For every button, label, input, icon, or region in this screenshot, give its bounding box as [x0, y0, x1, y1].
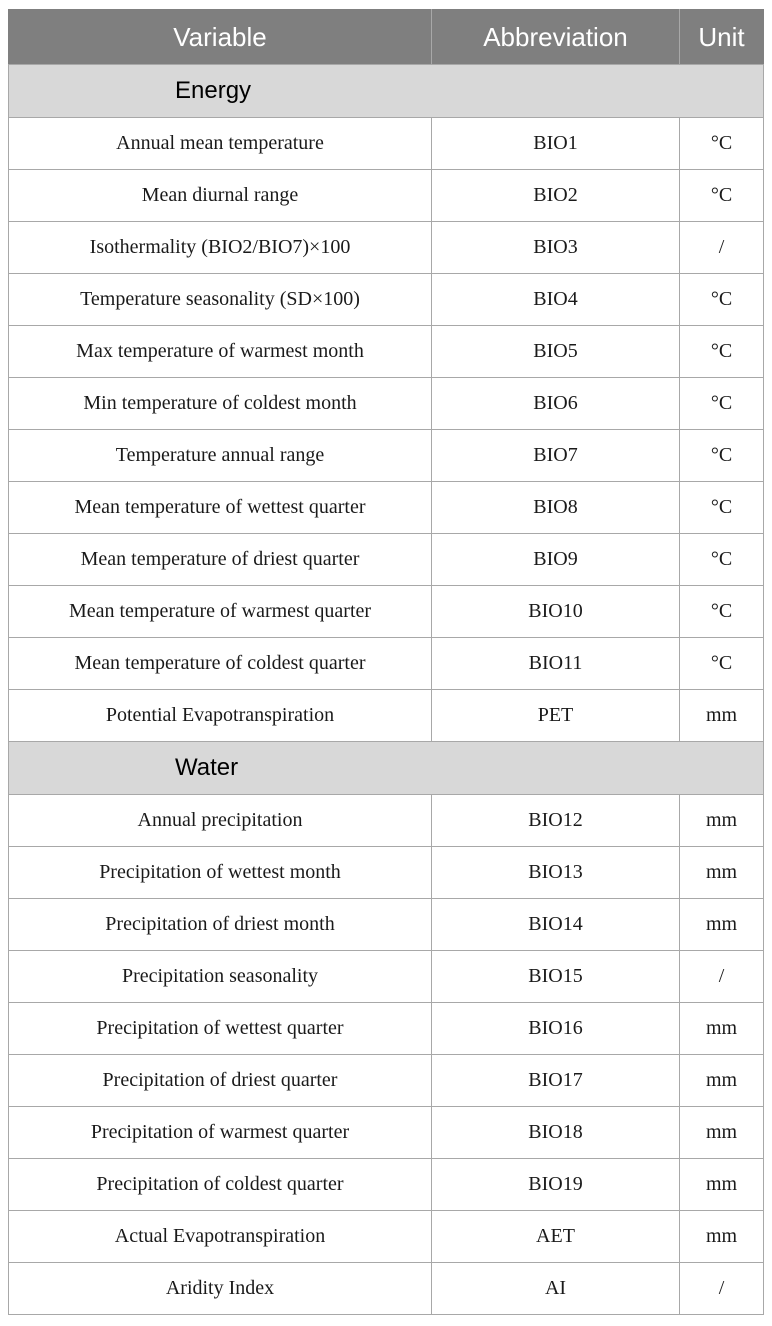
cell-variable: Potential Evapotranspiration [9, 690, 432, 742]
cell-unit: mm [680, 899, 764, 951]
cell-variable: Actual Evapotranspiration [9, 1211, 432, 1263]
cell-unit: °C [680, 326, 764, 378]
section-title: Energy [9, 65, 764, 118]
table-row [9, 430, 764, 482]
cell-abbreviation: BIO11 [432, 638, 680, 690]
cell-unit: °C [680, 118, 764, 170]
cell-variable: Mean temperature of coldest quarter [9, 638, 432, 690]
cell-unit: / [680, 951, 764, 1003]
cell-variable: Annual precipitation [9, 795, 432, 847]
cell-abbreviation: BIO6 [432, 378, 680, 430]
table-row [9, 1003, 764, 1055]
cell-unit: °C [680, 274, 764, 326]
cell-variable: Min temperature of coldest month [9, 378, 432, 430]
cell-variable: Precipitation of wettest quarter [9, 1003, 432, 1055]
cell-variable: Mean temperature of wettest quarter [9, 482, 432, 534]
cell-variable: Mean temperature of warmest quarter [9, 586, 432, 638]
table-row [9, 222, 764, 274]
cell-abbreviation: BIO4 [432, 274, 680, 326]
table-row [9, 847, 764, 899]
cell-unit: °C [680, 586, 764, 638]
cell-abbreviation: AET [432, 1211, 680, 1263]
cell-abbreviation: BIO15 [432, 951, 680, 1003]
table-row [9, 274, 764, 326]
cell-abbreviation: BIO3 [432, 222, 680, 274]
table-row [9, 170, 764, 222]
variables-table-container [8, 9, 763, 1315]
cell-abbreviation: AI [432, 1263, 680, 1315]
cell-variable: Precipitation of driest month [9, 899, 432, 951]
cell-variable: Precipitation seasonality [9, 951, 432, 1003]
cell-variable: Temperature seasonality (SD×100) [9, 274, 432, 326]
cell-variable: Mean diurnal range [9, 170, 432, 222]
cell-abbreviation: BIO9 [432, 534, 680, 586]
cell-unit: mm [680, 1107, 764, 1159]
table-row [9, 534, 764, 586]
cell-abbreviation: BIO2 [432, 170, 680, 222]
section-row-water [9, 742, 764, 795]
cell-unit: °C [680, 430, 764, 482]
table-body [9, 65, 764, 1315]
table-row [9, 1263, 764, 1315]
cell-unit: / [680, 222, 764, 274]
cell-variable: Precipitation of warmest quarter [9, 1107, 432, 1159]
table-row [9, 690, 764, 742]
cell-abbreviation: BIO8 [432, 482, 680, 534]
cell-abbreviation: BIO16 [432, 1003, 680, 1055]
header-row [9, 10, 764, 65]
table-row [9, 899, 764, 951]
cell-abbreviation: BIO12 [432, 795, 680, 847]
cell-variable: Mean temperature of driest quarter [9, 534, 432, 586]
table-row [9, 951, 764, 1003]
cell-abbreviation: PET [432, 690, 680, 742]
table-row [9, 482, 764, 534]
cell-unit: °C [680, 534, 764, 586]
cell-abbreviation: BIO18 [432, 1107, 680, 1159]
cell-unit: °C [680, 170, 764, 222]
cell-unit: mm [680, 1003, 764, 1055]
table-row [9, 1107, 764, 1159]
section-row-energy [9, 65, 764, 118]
table-row [9, 1055, 764, 1107]
cell-abbreviation: BIO1 [432, 118, 680, 170]
cell-unit: mm [680, 1159, 764, 1211]
cell-variable: Annual mean temperature [9, 118, 432, 170]
table-row [9, 586, 764, 638]
cell-unit: mm [680, 795, 764, 847]
cell-unit: °C [680, 638, 764, 690]
cell-abbreviation: BIO10 [432, 586, 680, 638]
cell-abbreviation: BIO7 [432, 430, 680, 482]
cell-unit: mm [680, 1211, 764, 1263]
section-title: Water [9, 742, 764, 795]
cell-variable: Precipitation of coldest quarter [9, 1159, 432, 1211]
table-row [9, 1159, 764, 1211]
cell-variable: Aridity Index [9, 1263, 432, 1315]
cell-variable: Precipitation of driest quarter [9, 1055, 432, 1107]
cell-unit: / [680, 1263, 764, 1315]
table-row [9, 118, 764, 170]
cell-unit: mm [680, 1055, 764, 1107]
header-abbreviation: Abbreviation [432, 10, 680, 65]
cell-abbreviation: BIO13 [432, 847, 680, 899]
table-row [9, 638, 764, 690]
variables-table [8, 9, 764, 1315]
cell-variable: Temperature annual range [9, 430, 432, 482]
cell-variable: Isothermality (BIO2/BIO7)×100 [9, 222, 432, 274]
table-header [9, 10, 764, 65]
cell-variable: Max temperature of warmest month [9, 326, 432, 378]
cell-unit: mm [680, 847, 764, 899]
cell-unit: mm [680, 690, 764, 742]
cell-unit: °C [680, 482, 764, 534]
cell-abbreviation: BIO5 [432, 326, 680, 378]
table-row [9, 1211, 764, 1263]
table-row [9, 378, 764, 430]
cell-abbreviation: BIO17 [432, 1055, 680, 1107]
cell-abbreviation: BIO19 [432, 1159, 680, 1211]
table-row [9, 326, 764, 378]
table-row [9, 795, 764, 847]
cell-variable: Precipitation of wettest month [9, 847, 432, 899]
header-unit: Unit [680, 10, 764, 65]
cell-abbreviation: BIO14 [432, 899, 680, 951]
cell-unit: °C [680, 378, 764, 430]
header-variable: Variable [9, 10, 432, 65]
